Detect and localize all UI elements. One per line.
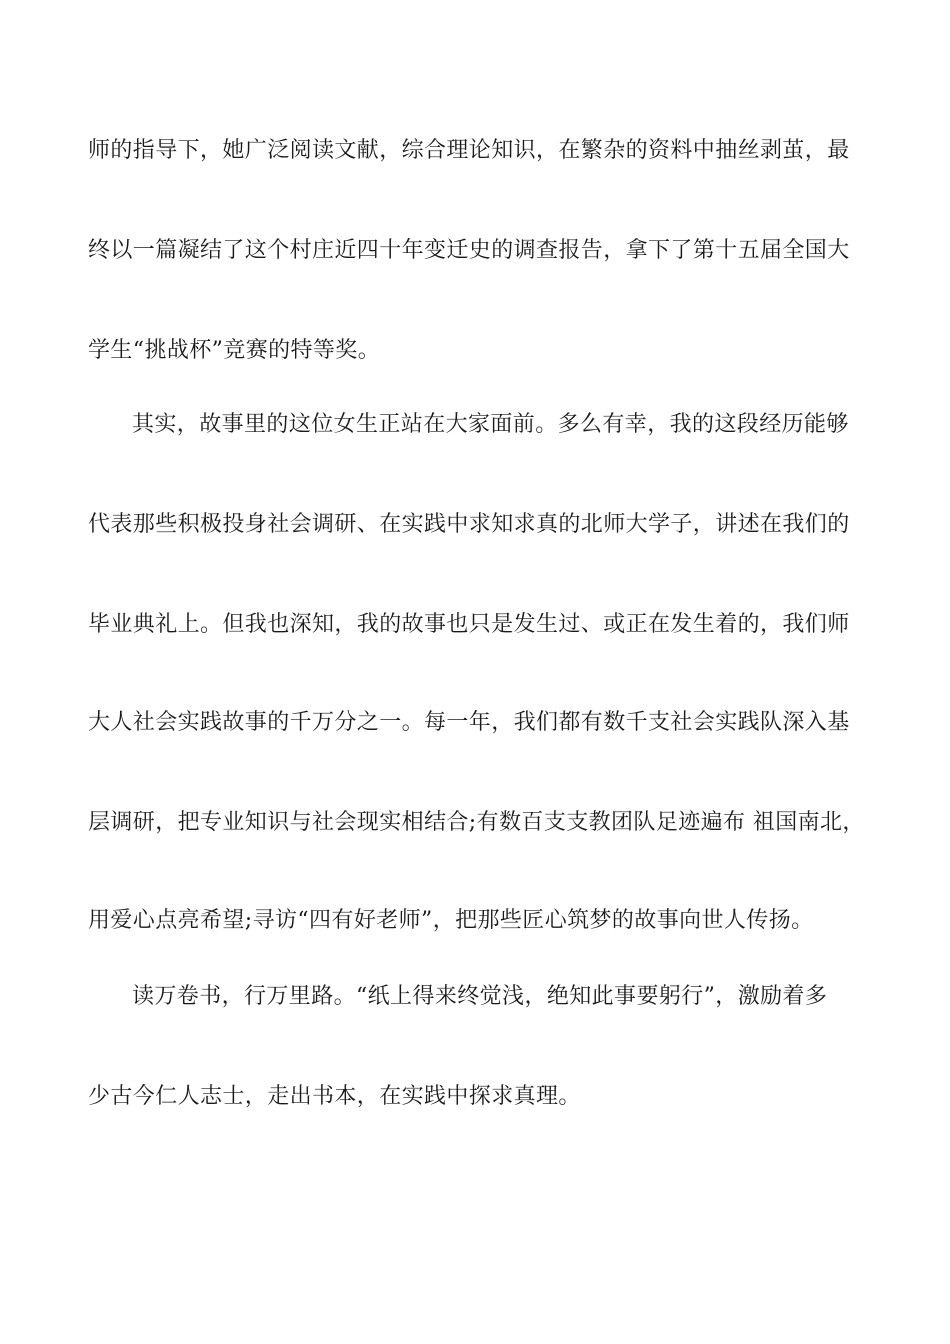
paragraph-start-line: 其实，故事里的这位女生正站在大家面前。多么有幸，我的这段经历能够 [132,412,849,437]
paragraph-start-line: 读万卷书，行万里路。“纸上得来终觉浅，绝知此事要躬行”，激励着多 [132,984,828,1009]
text-line: 师的指导下，她广泛阅读文献，综合理论知识，在繁杂的资料中抽丝剥茧，最 [88,138,850,163]
text-line: 学生“挑战杯”竞赛的特等奖。 [88,338,381,363]
text-line: 终以一篇凝结了这个村庄近四十年变迁史的调查报告，拿下了第十五届全国大 [88,238,850,263]
text-line: 少古今仁人志士，走出书本，在实践中探求真理。 [88,1084,581,1109]
text-line: 代表那些积极投身社会调研、在实践中求知求真的北师大学子，讲述在我们的 [88,512,850,537]
text-line: 层调研，把专业知识与社会现实相结合;有数百支支教团队足迹遍布 祖国南北， [88,810,865,835]
text-line: 毕业典礼上。但我也深知，我的故事也只是发生过、或正在发生着的，我们师 [88,612,850,637]
text-line: 用爱心点亮希望;寻访“四有好老师”，把那些匠心筑梦的故事向世人传扬。 [88,908,814,933]
text-line: 大人社会实践故事的千万分之一。每一年，我们都有数千支社会实践队深入基 [88,710,850,735]
